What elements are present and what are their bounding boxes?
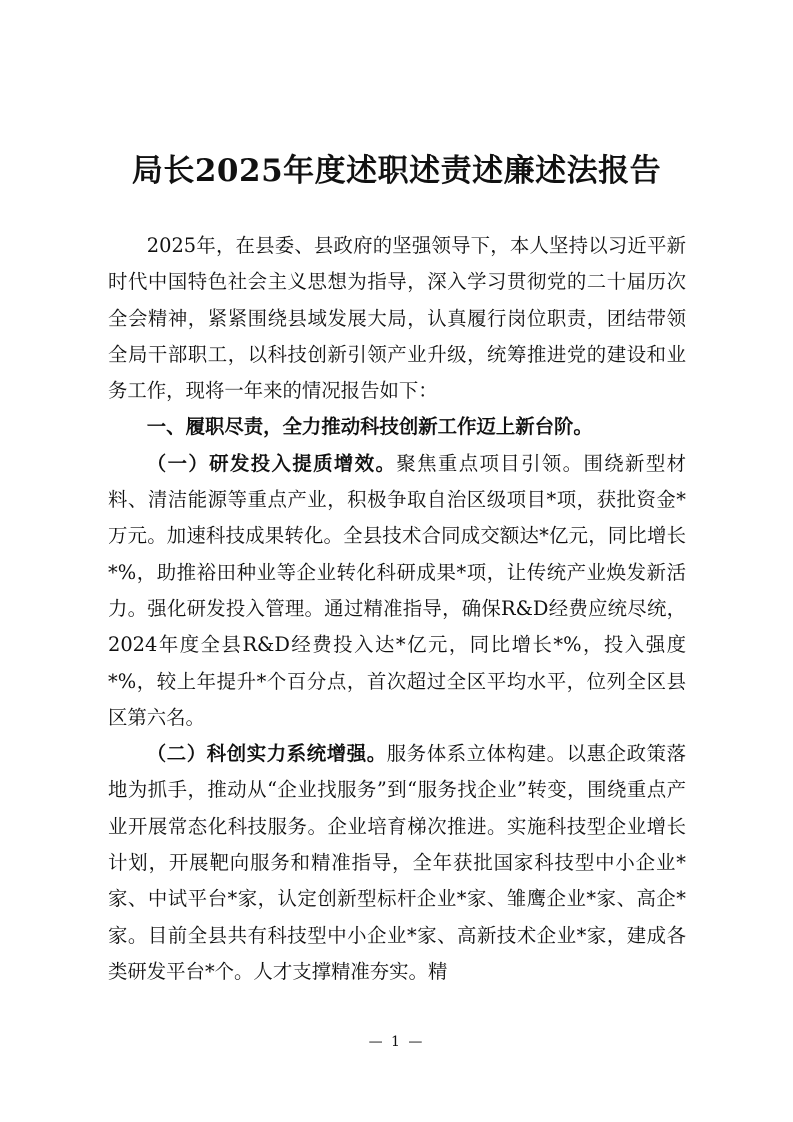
section-2-paragraph bbox=[108, 736, 686, 990]
section-2-body: 服务体系立体构建。以惠企政策落地为抓手，推动从“企业找服务”到“服务找企业”转变，围绕重点产业开展常态化科技服务。企业培育梯次推进。实施科技型企业增长计划，开展靶向服务和精准指导，全年获批国家科技型中小企业*家、中试平台*家，认定创新型标杆企业*家、雏鹰企业*家、高企*家。目前全县共有科技型中小企业*家、高新技术企业*家，建成各类研发平台*个。人才支撑精准夯实。精 bbox=[108, 742, 687, 983]
document-body bbox=[108, 228, 686, 990]
section-1-paragraph bbox=[108, 446, 686, 736]
section-1-lead: （一）研发投入提质增效。 bbox=[146, 451, 397, 475]
document-title: 局长2025年度述职述责述廉述法报告 bbox=[131, 153, 662, 189]
page-number: — 1 — bbox=[368, 1034, 425, 1050]
section-2-lead: （二）科创实力系统增强。 bbox=[146, 742, 387, 766]
section-heading-1: 一、履职尽责，全力推动科技创新工作迈上新台阶。 bbox=[146, 415, 593, 439]
intro-paragraph: 2025年，在县委、县政府的坚强领导下，本人坚持以习近平新时代中国特色社会主义思想为指导，深入学习贯彻党的二十届历次全会精神，紧紧围绕县域发展大局，认真履行岗位职责，团结带领全局干部职工，以科技创新引领产业升级，统筹推进党的建设和业务工作，现将一年来的情况报告如下： bbox=[108, 234, 686, 403]
section-1-body: 聚焦重点项目引领。围绕新型材料、清洁能源等重点产业，积极争取自治区级项目*项，获批资金*万元。加速科技成果转化。全县技术合同成交额达*亿元，同比增长*%，助推裕田种业等企业转化科研成果*项，让传统产业焕发新活力。强化研发投入管理。通过精准指导，确保R&D经费应统尽统，2024年度全县R&D经费投入达*亿元，同比增长*%，投入强度*%，较上年提升*个百分点，首次超过全区平均水平，位列全区县区第六名。 bbox=[108, 451, 687, 729]
